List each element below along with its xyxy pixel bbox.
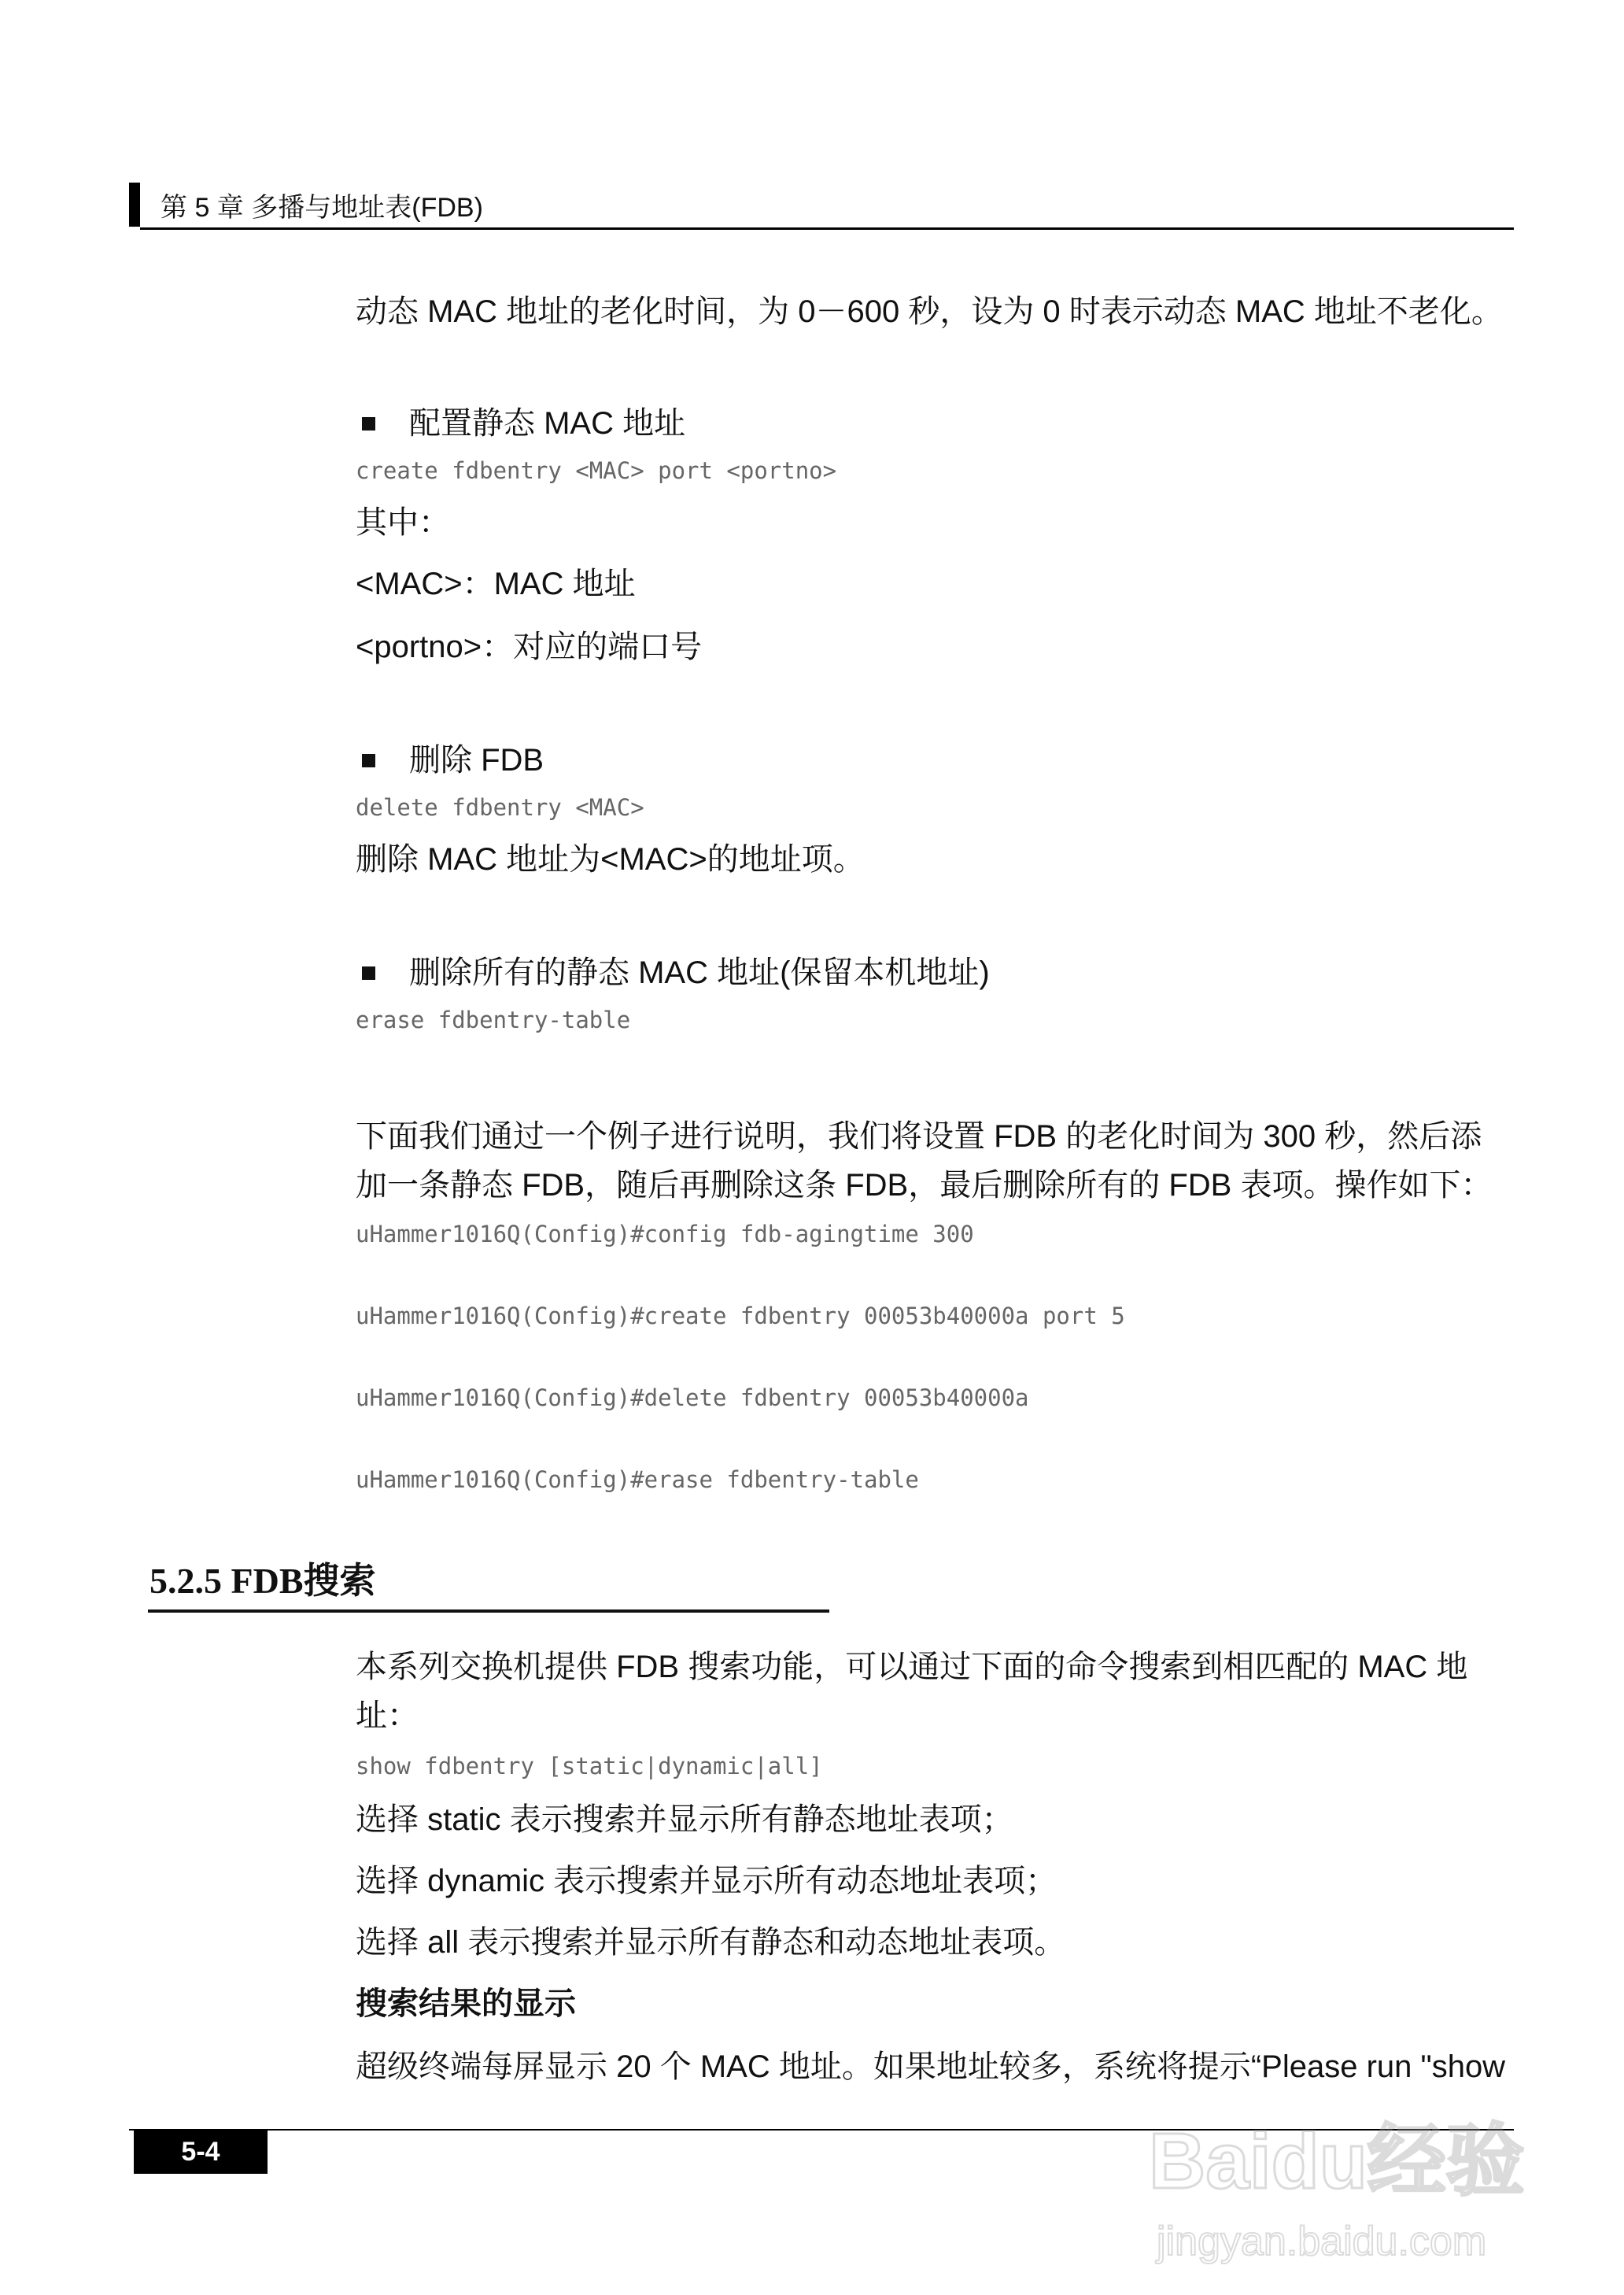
watermark-logo-text: Baidu经验 [1149,2117,1525,2205]
aging-time-description: 动态 MAC 地址的老化时间，为 0－600 秒，设为 0 时表示动态 MAC 地址不老化。 [356,294,1503,329]
bullet-square-icon [362,966,375,980]
option-all: 选择 all 表示搜索并显示所有静态和动态地址表项。 [356,1925,1066,1960]
section-intro-line-1: 本系列交换机提供 FDB 搜索功能，可以通过下面的命令搜索到相匹配的 MAC 地 [356,1650,1468,1684]
option-dynamic: 选择 dynamic 表示搜索并显示所有动态地址表项； [356,1864,1057,1898]
section-heading-rule [148,1609,829,1613]
command-delete-fdbentry: delete fdbentry <MAC> [356,794,644,821]
example-command: uHammer1016Q(Config)#erase fdbentry-table [356,1466,919,1493]
example-command: uHammer1016Q(Config)#delete fdbentry 00053b40000a [356,1384,1029,1411]
example-command: uHammer1016Q(Config)#config fdb-agingtime 300 [356,1221,974,1247]
example-intro-line-1: 下面我们通过一个例子进行说明，我们将设置 FDB 的老化时间为 300 秒，然后添 [356,1119,1482,1154]
example-intro-line-2: 加一条静态 FDB，随后再删除这条 FDB，最后删除所有的 FDB 表项。操作如下： [356,1168,1493,1203]
where-label: 其中： [356,505,450,540]
section-heading: 5.2.5 FDB搜索 [149,1561,376,1601]
command-erase-fdbentry-table: erase fdbentry-table [356,1007,631,1033]
command-create-fdbentry: create fdbentry <MAC> port <portno> [356,457,837,484]
baidu-jingyan-watermark [1133,2094,1542,2282]
page-number: 5-4 [134,2130,268,2174]
header-marker-bar [129,183,140,227]
option-static: 选择 static 表示搜索并显示所有静态地址表项； [356,1802,1013,1837]
bullet-square-icon [362,417,375,431]
command-show-fdbentry: show fdbentry [static|dynamic|all] [356,1753,823,1779]
chapter-title: 第 5 章 多播与地址表(FDB) [161,193,483,223]
header-rule [140,227,1514,230]
section-intro-line-2: 址： [356,1698,419,1733]
param-mac: <MAC>：MAC 地址 [356,567,636,601]
delete-description: 删除 MAC 地址为<MAC>的地址项。 [356,842,865,877]
watermark-url-text: jingyan.baidu.com [1157,2219,1487,2264]
example-command: uHammer1016Q(Config)#create fdbentry 00053b40000a port 5 [356,1303,1125,1329]
bullet-square-icon [362,754,375,767]
bullet-delete-all-static: 删除所有的静态 MAC 地址(保留本机地址) [409,955,990,990]
result-display-text: 超级终端每屏显示 20 个 MAC 地址。如果地址较多，系统将提示“Please run "show [356,2049,1506,2084]
bullet-delete-fdb: 删除 FDB [409,743,544,778]
result-display-heading: 搜索结果的显示 [356,1986,576,2021]
param-portno: <portno>：对应的端口号 [356,630,703,664]
bullet-configure-static-mac: 配置静态 MAC 地址 [409,406,686,441]
